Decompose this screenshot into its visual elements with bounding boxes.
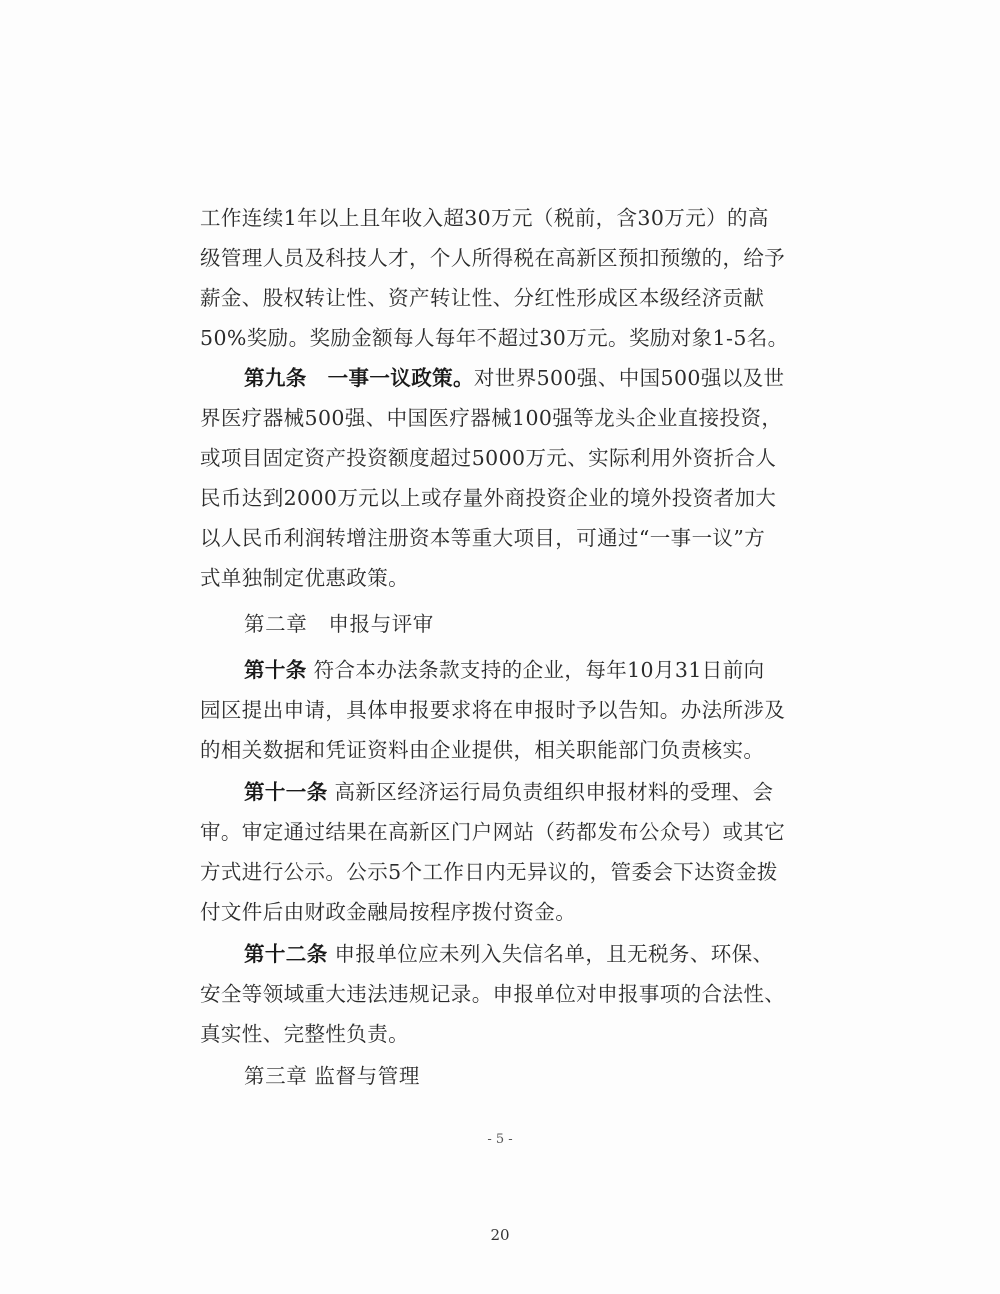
- paragraph-line: 审。审定通过结果在高新区门户网站（药都发布公众号）或其它: [200, 820, 786, 844]
- paragraph-line: 式单独制定优惠政策。: [200, 566, 409, 590]
- paragraph-line: 安全等领域重大违法违规记录。申报单位对申报事项的合法性、: [200, 982, 786, 1006]
- paragraph-line: 真实性、完整性负责。: [200, 1022, 409, 1046]
- paragraph-line: 方式进行公示。公示5个工作日内无异议的，管委会下达资金拨: [200, 860, 778, 884]
- article-9-text: 对世界500强、中国500强以及世: [473, 366, 785, 390]
- paragraph-line: 园区提出申请，具体申报要求将在申报时予以告知。办法所涉及: [200, 698, 786, 722]
- paragraph-line: 工作连续1年以上且年收入超30万元（税前，含30万元）的高: [200, 206, 769, 230]
- paragraph-line: 级管理人员及科技人才，个人所得税在高新区预扣预缴的，给予: [200, 246, 786, 270]
- page-number: 20: [490, 1226, 510, 1244]
- article-12-first-line: [244, 934, 773, 974]
- paragraph-line: 50%奖励。奖励金额每人每年不超过30万元。奖励对象1-5名。: [200, 326, 789, 350]
- paragraph-line: 民币达到2000万元以上或存量外商投资企业的境外投资者加大: [200, 486, 777, 510]
- paragraph-line: 付文件后由财政金融局按程序拨付资金。: [200, 900, 577, 924]
- paragraph-line: 的相关数据和凭证资料由企业提供，相关职能部门负责核实。: [200, 738, 765, 762]
- paragraph-line: 以人民币利润转增注册资本等重大项目，可通过“一事一议”方: [200, 526, 766, 550]
- article-10-text: 符合本办法条款支持的企业，每年10月31日前向: [306, 658, 765, 682]
- article-12-heading: 第十二条: [244, 942, 328, 966]
- article-9-first-line: [244, 358, 784, 398]
- article-10-first-line: [244, 650, 765, 690]
- paragraph-line: 或项目固定资产投资额度超过5000万元、实际利用外资折合人: [200, 446, 777, 470]
- chapter-2-heading: 第二章 申报与评审: [244, 612, 434, 636]
- article-10-heading: 第十条: [244, 658, 307, 682]
- chapter-3-heading: 第三章 监督与管理: [244, 1064, 420, 1088]
- paragraph-line: 薪金、股权转让性、资产转让性、分红性形成区本级经济贡献: [200, 286, 765, 310]
- page-marker: - 5 -: [487, 1132, 513, 1147]
- article-12-text: 申报单位应未列入失信名单，且无税务、环保、: [327, 942, 774, 966]
- article-11-text: 高新区经济运行局负责组织申报材料的受理、会: [327, 780, 774, 804]
- article-11-heading: 第十一条: [244, 780, 328, 804]
- article-9-heading: 第九条 一事一议政策。: [244, 366, 474, 390]
- article-11-first-line: [244, 772, 773, 812]
- paragraph-line: 界医疗器械500强、中国医疗器械100强等龙头企业直接投资，: [200, 406, 783, 430]
